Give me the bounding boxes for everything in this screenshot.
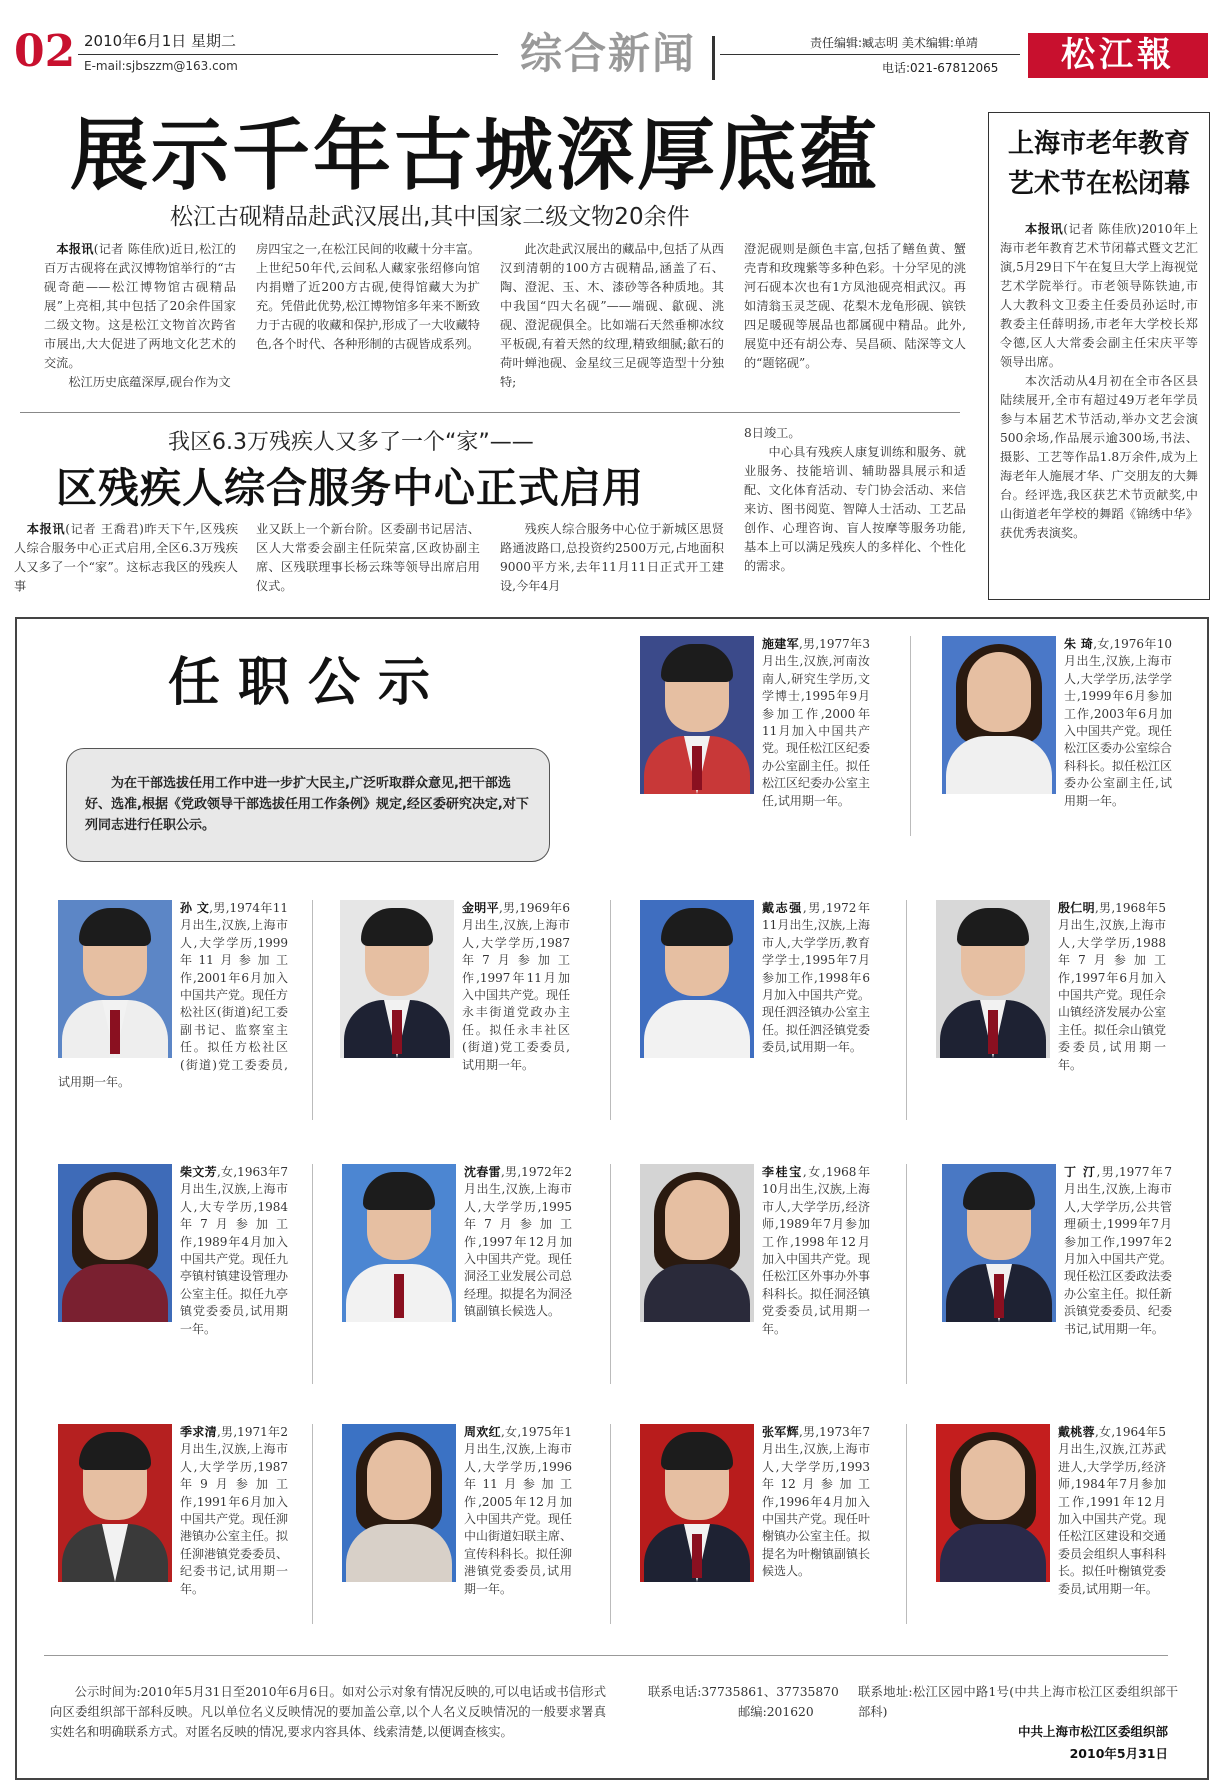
candidate-name: 施建军 [762,637,799,651]
byline: 本报讯 [1024,222,1064,236]
column-separator [610,900,611,1120]
candidate-details: ,男,1974年11月出生,汉族,上海市人,大学学历,1999年11月参加工作,2001年6月加入中国共产党。现任方松社区(街道)纪工委副书记、监察室主任。拟任方松社区(街道)党工委委员,试用期一年。 [58,901,288,1090]
candidate-bio [640,636,870,846]
candidate-bio [340,900,570,1110]
candidate-name: 柴文芳 [180,1165,217,1179]
candidate-bio [936,1424,1166,1634]
candidate-name: 丁 汀 [1064,1165,1097,1179]
notice-title: 任职公示 [168,653,449,713]
candidate-details: ,男,1968年5月出生,汉族,上海市人,大学学历,1988年7月参加工作,1997年6月加入中国共产党。现任佘山镇经济发展办公室主任。拟任佘山镇党委委员,试用期一年。 [1058,901,1166,1072]
column-separator [906,1164,907,1384]
story2-text-4: 8日竣工。 [744,426,801,440]
notice-address: 联系地址:松江区园中路1号(中共上海市松江区委组织部干部科) [858,1685,1178,1719]
candidate-bio [942,1164,1172,1374]
notice-signer: 中共上海市松江区委组织部 [1017,1724,1168,1739]
candidate-name: 朱 琦 [1064,637,1094,651]
issue-date: 2010年6月1日 星期二 [84,32,237,50]
story2-column-1 [14,520,238,600]
byline: 本报讯 [26,522,66,536]
candidate-details: ,男,1971年2月出生,汉族,上海市人,大学学历,1987年9月参加工作,1991年6月加入中国共产党。现任泖港镇办公室主任。拟任泖港镇党委委员、纪委书记,试用期一年。 [180,1425,288,1596]
candidate-bio [342,1424,572,1634]
candidate-details: ,男,1977年7月出生,汉族,上海市人,大学学历,公共管理硕士,1999年7月参加工作,1997年2月加入中国共产党。现任松江区委政法委办公室主任。拟任新浜镇党委委员、纪委书记,试用期一年。 [1064,1165,1172,1336]
story1-text-1: 近日,松江的百万古砚将在武汉博物馆举行的“古砚奇葩——松江博物馆古砚精品展”上亮相,其中包括了20余件国家二级文物。这是松江文物首次跨省市展出,大大促进了两地文化艺术的交流。 [44,242,236,370]
story2-column-2 [256,520,480,600]
candidate-details: ,女,1976年10月出生,汉族,上海市人,大学学历,法学学士,1999年6月参加工作,2003年6月加入中国共产党。现任松江区委办公室综合科科长。拟任松江区委办公室副主任,试用期一年。 [1064,637,1172,808]
story2-headline: 区残疾人综合服务中心正式启用 [56,464,644,512]
sidebar-title-line-1: 上海市老年教育 [1007,129,1190,159]
story1-headline: 展示千年古城深厚底蕴 [70,111,881,201]
column-separator [610,1164,611,1384]
candidate-bio [640,1164,870,1374]
candidate-name: 周欢红 [464,1425,501,1439]
candidate-name: 殷仁明 [1058,901,1095,915]
candidate-bio [342,1164,572,1374]
notice-intro-box: 为在干部选拔任用工作中进一步扩大民主,广泛听取群众意见,把干部选好、选准,根据《党政领导干部选拔任用工作条例》规定,经区委研究决定,对下列同志进行任职公示。 [66,748,550,862]
sidebar-title [988,124,1210,204]
story1-text-4: 澄泥砚则是颜色丰富,包括了鳝鱼黄、蟹壳青和玫瑰紫等多种色彩。十分罕见的洮河石砚本次也有1方凤池砚亮相武汉。再如清翁玉灵芝砚、花梨木龙龟形砚、镔铁四足暖砚等展品也都属砚中精品。此外,展览中还有胡公寿、吴昌硕、陆深等文人的“题铭砚”。 [744,242,966,370]
candidate-details: ,男,1973年7月出生,汉族,上海市人,大学学历,1993年12月参加工作,1996年4月加入中国共产党。现任叶榭镇办公室主任。拟提名为叶榭镇副镇长候选人。 [762,1425,870,1579]
sidebar-body [1000,220,1198,592]
column-separator [910,636,911,836]
candidate-bio [936,900,1166,1110]
candidate-bio [58,900,288,1110]
reporter: (记者 王喬君) [65,522,144,536]
candidate-details: ,女,1963年7月出生,汉族,上海市人,大专学历,1984年7月参加工作,1989年4月加入中国共产党。现任九亭镇村镇建设管理办公室主任。拟任九亭镇党委委员,试用期一年。 [180,1165,288,1336]
header-divider [712,36,715,80]
candidate-bio [640,900,870,1110]
candidate-name: 张军辉 [762,1425,799,1439]
candidate-bio [942,636,1172,846]
column-separator [906,1424,907,1624]
contact-phone: 电话:021-67812065 [882,61,999,75]
editor-credits: 责任编辑:臧志明 美术编辑:单靖 [810,36,978,50]
candidate-details: ,女,1964年5月出生,汉族,江苏武进人,大学学历,经济师,1984年7月参加工作,1991年12月加入中国共产党。现任松江区建设和交通委员会组织人事科科长。拟任叶榭镇党委委员,试用期一年。 [1058,1425,1166,1596]
candidate-details: ,男,1972年2月出生,汉族,上海市人,大学学历,1995年7月参加工作,1997年12月加入中国共产党。现任洞泾工业发展公司总经理。拟提名为洞泾镇副镇长候选人。 [464,1165,572,1319]
notice-date: 2010年5月31日 [1069,1746,1168,1761]
candidate-details: ,男,1972年11月出生,汉族,上海市人,大学学历,教育学学士,1995年7月参加工作,1998年6月加入中国共产党。现任泗泾镇办公室主任。拟任泗泾镇党委委员,试用期一年。 [762,901,870,1055]
candidate-bio [58,1164,288,1374]
story1-column-3 [500,240,724,390]
candidate-details: ,女,1975年1月出生,汉族,上海市人,大学学历,1996年11月参加工作,2005年12月加入中国共产党。现任中山街道妇联主席、宣传科科长。拟任泖港镇党委委员,试用期一年。 [464,1425,572,1596]
candidate-name: 戴志强 [762,901,803,915]
footer-rule [44,1655,1168,1656]
byline: 本报讯 [56,242,94,256]
story1-text-3: 此次赴武汉展出的藏品中,包括了从西汉到清朝的100方古砚精品,涵盖了石、陶、澄泥、玉、木、漆砂等各种质地。其中我国“四大名砚”——端砚、歙砚、洮砚、澄泥砚俱全。比如端石天然垂柳冰纹平板砚,有着天然的纹理,精致细腻;歙石的荷叶蝉池砚、金星纹三足砚等造型十分独特; [500,242,724,389]
story1-text-2: 房四宝之一,在松江民间的收藏十分丰富。上世纪50年代,云间私人藏家张绍修向馆内捐赠了近200方古砚,使得馆藏大为扩充。凭借此优势,松江博物馆多年来不断致力于古砚的收藏和保护,形成了一大收藏特色,各个时代、各种形制的古砚皆成系列。 [256,242,480,351]
story2-text-4b: 中心具有残疾人康复训练和服务、就业服务、技能培训、辅助器具展示和适配、文化体育活动、专门协会活动、来信来访、图书阅览、智障人士活动、工艺品创作、心理咨询、盲人按摩等服务功能,基本上可以满足残疾人的多样化、个性化的需求。 [744,445,966,573]
candidate-details: ,男,1977年3月出生,汉族,河南汝南人,研究生学历,文学博士,1995年9月参加工作,2000年11月加入中国共产党。现任松江区纪委办公室副主任。拟任松江区纪委办公室主任,试用期一年。 [762,637,870,808]
candidate-name: 孙 文 [180,901,210,915]
reporter: (记者 陈佳欣) [1063,222,1142,236]
header-rule-right [720,54,1020,55]
column-separator [906,900,907,1120]
story1-column-1 [44,240,236,390]
header-rule-left [78,54,498,55]
sidebar-text-1: 2010年上海市老年教育艺术节闭幕式暨文艺汇演,5月29日下午在复旦大学上海视觉艺术学院举行。市老领导陈铁迪,市人大教科文卫委主任委员孙运时,市教委主任薛明扬,市老年大学校长郑令德,区人大常委会副主任宋庆平等领导出席。 [1000,222,1198,369]
candidate-name: 戴桃蓉 [1058,1425,1095,1439]
candidate-details: ,女,1968年10月出生,汉族,上海市人,大学学历,经济师,1989年7月参加工作,1998年12月加入中国共产党。现任松江区外事办外事科科长。拟任洞泾镇党委委员,试用期一年。 [762,1165,870,1336]
page-number: 02 [14,26,76,77]
story1-text-1b: 松江历史底蕴深厚,砚台作为文 [68,375,231,389]
notice-period: 公示时间为:2010年5月31日至2010年6月6日。如对公示对象有情况反映的,可以电话或书信形式向区委组织部干部科反映。凡以单位名义反映情况的要加盖公章,以个人名义反映情况的一般要求署真实姓名和明确联系方式。对匿名反映的情况,要求内容具体、线索清楚,以便调查核实。 [50,1685,606,1739]
story1-column-2 [256,240,480,390]
candidate-name: 沈春雷 [464,1165,501,1179]
column-separator [312,900,313,1120]
sidebar-text-2: 本次活动从4月初在全市各区县陆续展开,全市有超过49万老年学员参与本届艺术节活动,举办文艺会演500余场,作品展示逾300场,书法、摄影、工艺等作品1.8万余件,成为上海老年人施展才华、广交朋友的大舞台。经评选,我区获艺术节贡献奖,中山街道老年学校的舞蹈《锦绣中华》获优秀表演奖。 [1000,374,1198,540]
reporter: (记者 陈佳欣) [93,242,170,256]
story2-column-4 [744,424,966,600]
story1-subhead: 松江古砚精品赴武汉展出,其中国家二级文物20余件 [170,204,690,230]
story1-column-4 [744,240,966,390]
story-divider [20,412,960,413]
column-separator [610,1424,611,1624]
story2-column-3 [500,520,724,600]
candidate-bio [640,1424,870,1634]
column-separator [312,1164,313,1384]
notice-phone: 联系电话:37735861、37735870 [648,1685,839,1699]
column-separator [312,1424,313,1624]
candidate-name: 季求清 [180,1425,217,1439]
contact-email: E-mail:sjbszzm@163.com [84,59,238,73]
sidebar-title-line-2: 艺术节在松闭幕 [1007,169,1190,199]
story2-text-1: 昨天下午,区残疾人综合服务中心正式启用,全区6.3万残疾人又多了一个“家”。这标志我区的残疾人事 [14,522,238,593]
story2-text-3: 残疾人综合服务中心位于新城区思贤路通波路口,总投资约2500万元,占地面积9000平方米,去年11月11日正式开工建设,今年4月 [500,522,724,593]
candidate-bio [58,1424,288,1634]
candidate-name: 李桂宝 [762,1165,803,1179]
story2-kicker: 我区6.3万残疾人又多了一个“家”—— [168,430,534,455]
candidate-name: 金明平 [462,901,499,915]
newspaper-logo: 松江報 [1028,33,1208,78]
candidate-details: ,男,1969年6月出生,汉族,上海市人,大学学历,1987年7月参加工作,1997年11月加入中国共产党。现任永丰街道党政办主任。拟任永丰社区(街道)党工委委员,试用期一年。 [462,901,570,1072]
section-title: 综合新闻 [520,29,697,78]
story2-text-2: 业又跃上一个新台阶。区委副书记居洁、区人大常委会副主任阮荣富,区政协副主席、区残联理事长杨云珠等领导出席启用仪式。 [256,522,480,593]
notice-postcode: 邮编:201620 [738,1705,814,1719]
